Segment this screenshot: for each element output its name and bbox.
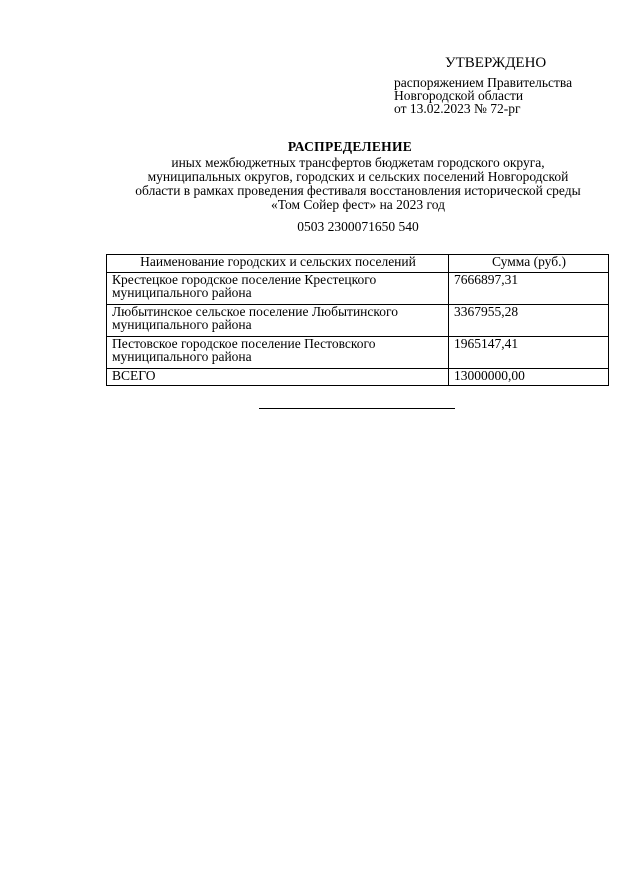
column-header-amount: Сумма (руб.) bbox=[449, 255, 609, 273]
settlement-name: Крестецкое городское поселение Крестецкого муниципального района bbox=[107, 273, 449, 305]
settlement-amount: 3367955,28 bbox=[449, 305, 609, 337]
approval-block bbox=[394, 76, 572, 115]
document-subtitle bbox=[0, 156, 640, 212]
budget-code: 0503 2300071650 540 bbox=[297, 219, 419, 234]
document-heading: РАСПРЕДЕЛЕНИЕ bbox=[287, 139, 413, 154]
table-row bbox=[107, 305, 609, 337]
total-label: ВСЕГО bbox=[107, 369, 449, 386]
approval-line: Новгородской области bbox=[394, 88, 524, 103]
settlement-name: Любытинское сельское поселение Любытинского муниципального района bbox=[107, 305, 449, 337]
subtitle-line: муниципальных округов, городских и сельских поселений Новгородской bbox=[147, 169, 569, 184]
subtitle-line: «Том Сойер фест» на 2023 год bbox=[271, 197, 445, 212]
approval-line: от 13.02.2023 № 72-рг bbox=[394, 101, 521, 116]
settlement-amount: 1965147,41 bbox=[449, 337, 609, 369]
table-row bbox=[107, 273, 609, 305]
table-total-row bbox=[107, 369, 609, 386]
subtitle-line: области в рамках проведения фестиваля восстановления исторической среды bbox=[135, 183, 581, 198]
total-amount: 13000000,00 bbox=[449, 369, 609, 386]
settlement-amount: 7666897,31 bbox=[449, 273, 609, 305]
table-row bbox=[107, 337, 609, 369]
settlement-name: Пестовское городское поселение Пестовского муниципального района bbox=[107, 337, 449, 369]
allocation-table bbox=[106, 254, 609, 386]
approval-title: УТВЕРЖДЕНО bbox=[445, 55, 547, 71]
end-divider-line bbox=[259, 408, 455, 409]
approval-line: распоряжением Правительства bbox=[394, 75, 573, 90]
subtitle-line: иных межбюджетных трансфертов бюджетам городского округа, bbox=[171, 155, 545, 170]
column-header-name: Наименование городских и сельских поселений bbox=[107, 255, 449, 273]
table-header-row bbox=[107, 255, 609, 273]
